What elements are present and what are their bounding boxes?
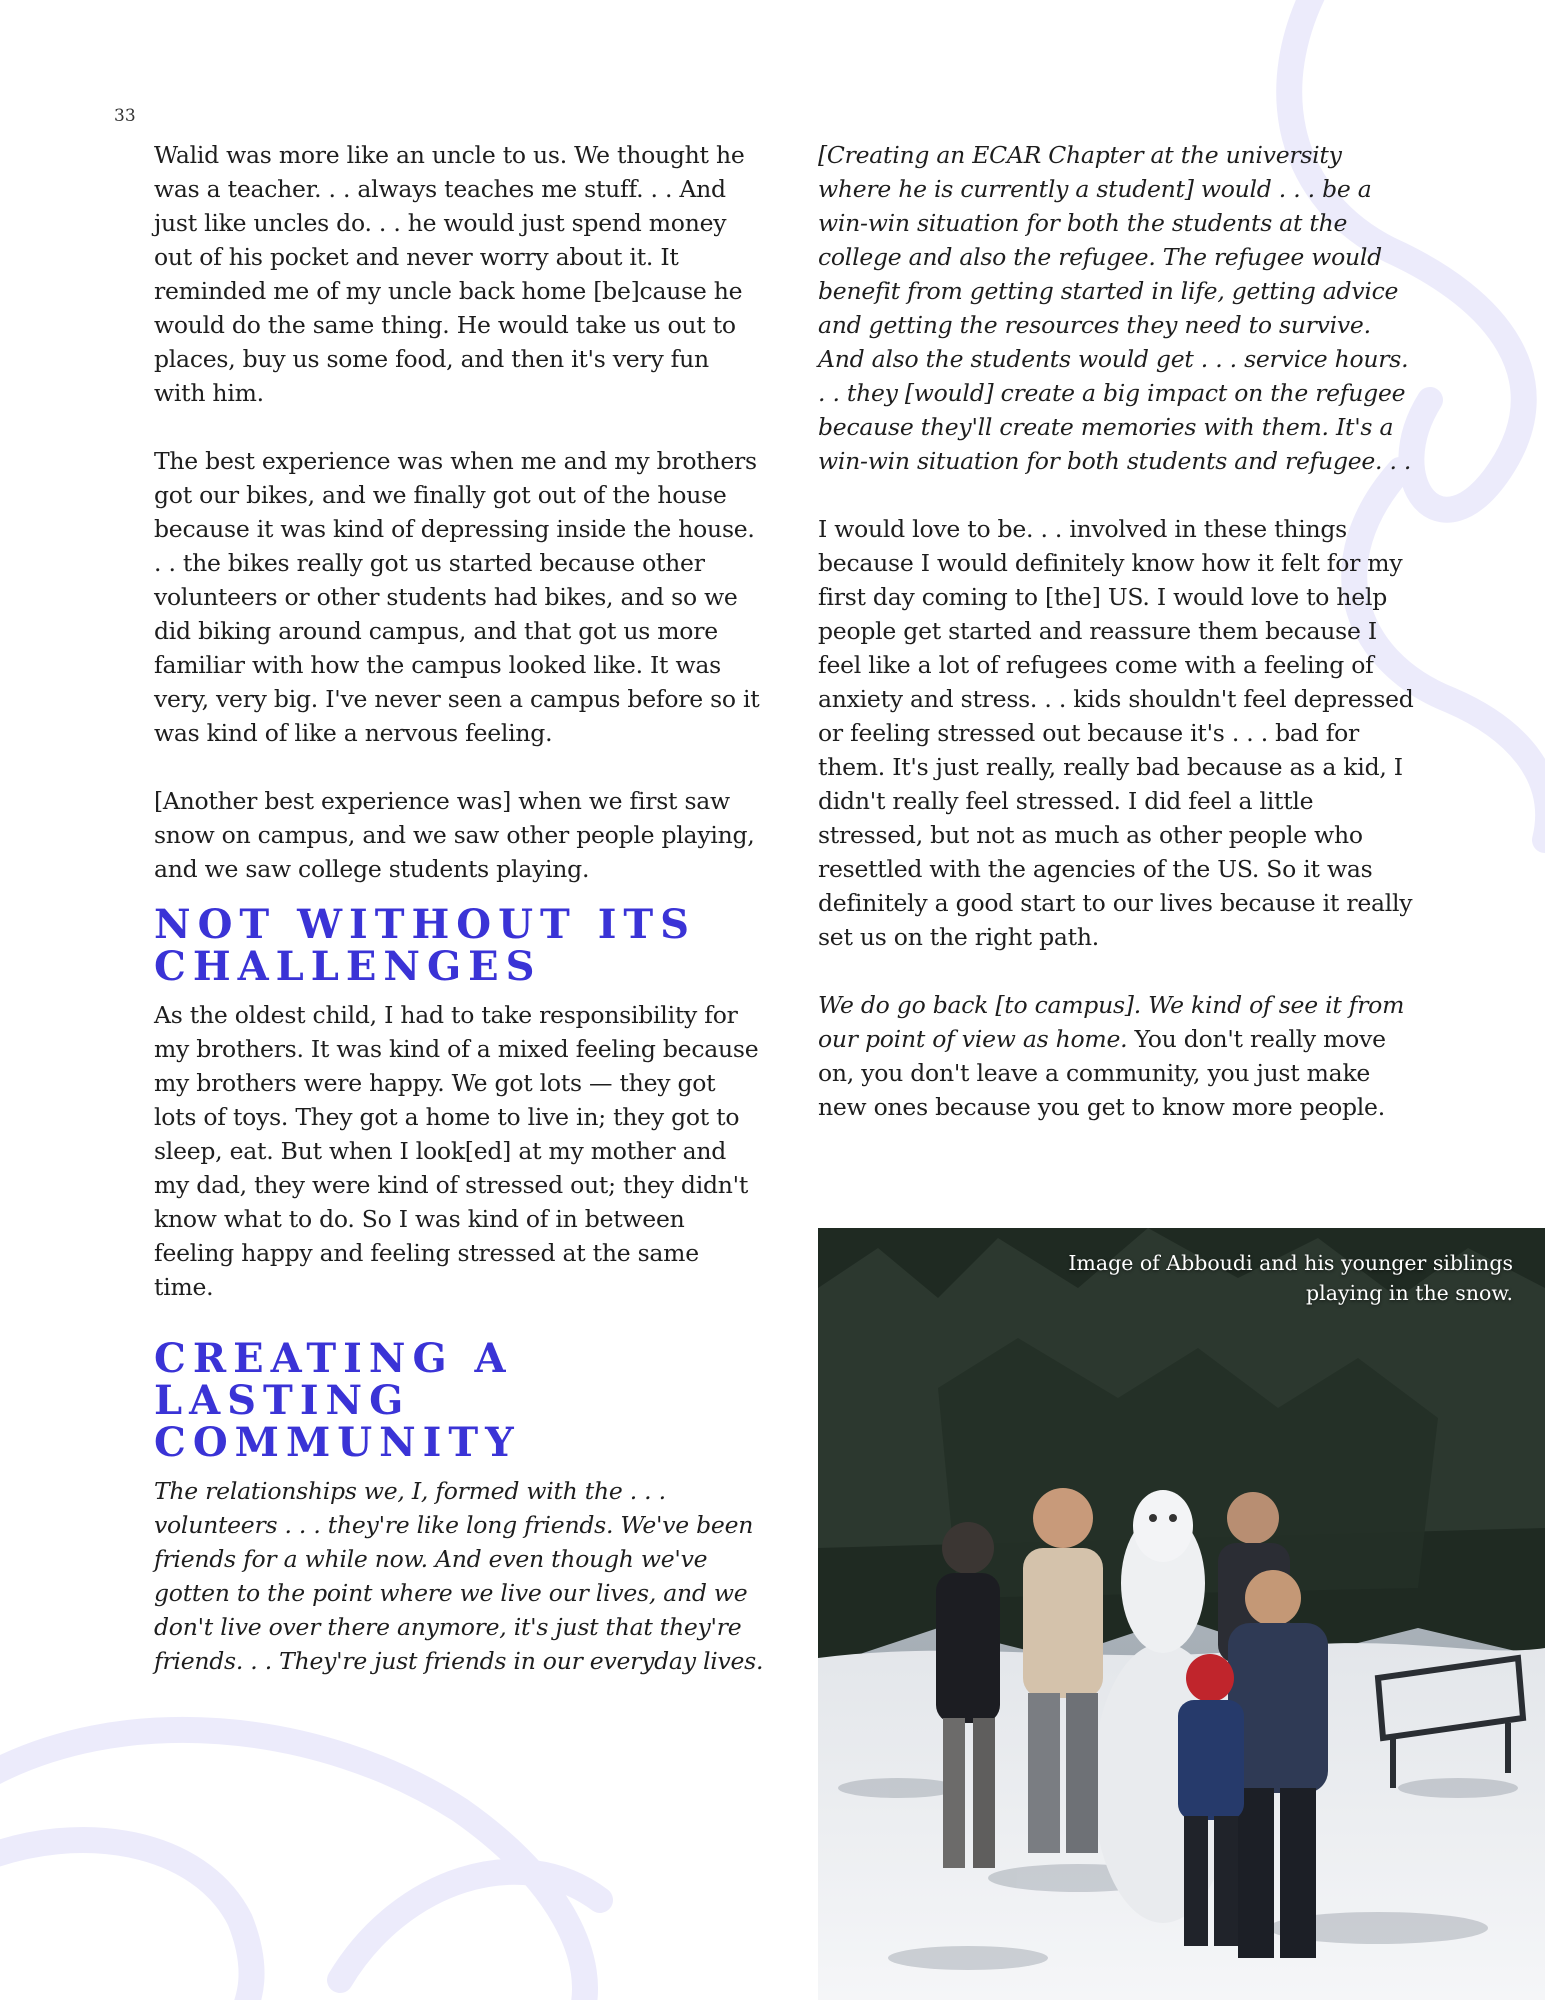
quote-paragraph: The relationships we, I, formed with the . . . volunteers . . . they're like long friends. We've been friends for a while now. And even though we've gotten to the point where we live our lives, and we don't live over there anymore, it's just that they're friends. . . They're just friends in our everyday lives.: [154, 1477, 764, 1675]
right-column: [818, 138, 1418, 1124]
closing-text: You don't really move on, you don't leave a community, you just make new ones because you get to know more people.: [818, 1025, 1386, 1121]
photo-caption: Image of Abboudi and his younger siblings playing in the snow.: [1068, 1251, 1513, 1305]
page-number: 33: [114, 106, 136, 126]
quote-paragraph: [Creating an ECAR Chapter at the university where he is currently a student] would . . . be a win-win situation for both the students at the college and also the refugee. The refugee would benefit from getting started in life, getting advice and getting the resources they need to survive. And also the students would get . . . service hours. . . they [would] create a big impact on the refugee because they'll create memories with them. It's a win-win situation for both students and refugee. . .: [818, 141, 1412, 475]
section-heading-challenges: NOT WITHOUT ITS CHALLENGES: [154, 901, 697, 990]
body-paragraph: As the oldest child, I had to take responsibility for my brothers. It was kind of a mixed feeling because my brothers were happy. We got lots — they got lots of toys. They got a home to live in; they got to sleep, eat. But when I look[ed] at my mother and my dad, they were kind of stressed out; they didn't know what to do. So I was kind of in between feeling happy and feeling stressed at the same time.: [154, 1001, 759, 1301]
body-paragraph: [818, 988, 1418, 1124]
body-paragraph: Walid was more like an uncle to us. We thought he was a teacher. . . always teaches me stuff. . . And just like uncles do. . . he would just spend money out of his pocket and never worry about it. It reminded me of my uncle back home [be]cause he would do the same thing. He would take us out to places, buy us some food, and then it's very fun with him.: [154, 141, 745, 407]
body-paragraph: The best experience was when me and my brothers got our bikes, and we finally got out of the house because it was kind of depressing inside the house. . . the bikes really got us started because other volunteers or other students had bikes, and so we did biking around campus, and that got us more familiar with how the campus looked like. It was very, very big. I've never seen a campus before so it was kind of like a nervous feeling.: [154, 447, 760, 747]
italic-quote-span: We do go back [to campus]. We kind of see it from our point of view as home.: [818, 991, 1405, 1053]
snow-photo: [818, 1228, 1545, 2000]
body-paragraph: I would love to be. . . involved in these things because I would definitely know how it felt for my first day coming to [the] US. I would love to help people get started and reassure them because I feel like a lot of refugees come with a feeling of anxiety and stress. . . kids shouldn't feel depressed or feeling stressed out because it's . . . bad for them. It's just really, really bad because as a kid, I didn't really feel stressed. I did feel a little stressed, but not as much as other people who resettled with the agencies of the US. So it was definitely a good start to our lives because it really set us on the right path.: [818, 515, 1414, 951]
section-heading-community: CREATING A LASTING COMMUNITY: [154, 1335, 521, 1466]
left-column: [154, 138, 764, 1678]
snow-scene-illustration: [818, 1228, 1545, 2000]
body-paragraph: [Another best experience was] when we first saw snow on campus, and we saw other people playing, and we saw college students playing.: [154, 787, 755, 883]
